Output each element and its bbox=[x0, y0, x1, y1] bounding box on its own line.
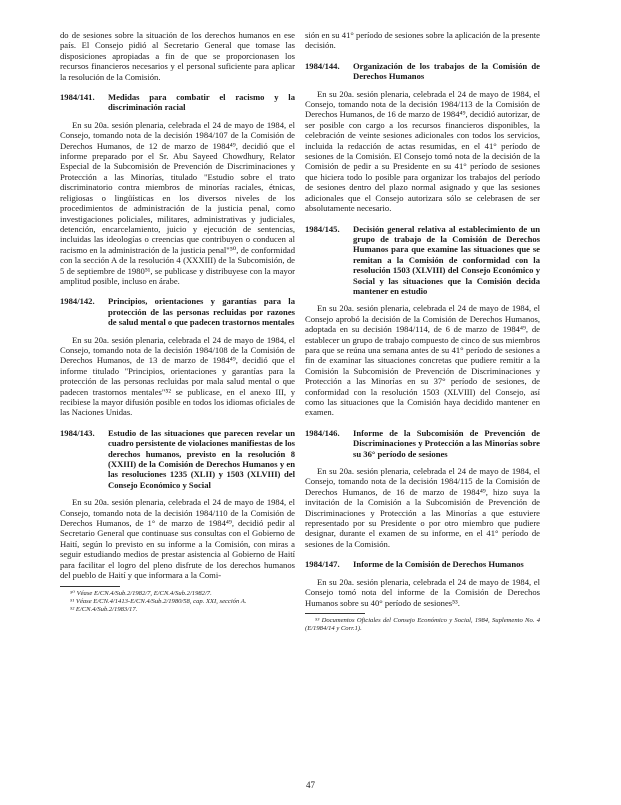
decision-title: Medidas para combatir el racismo y la discriminación racial bbox=[108, 92, 295, 113]
decision-title: Organización de los trabajos de la Comisión de Derechos Humanos bbox=[353, 60, 540, 82]
right-intro-paragraph: sión en su 41° período de sesiones sobre la aplicación de la presente decisión. bbox=[305, 30, 540, 51]
footnote: ⁵² E/CN.4/Sub.2/1983/17. bbox=[70, 605, 138, 613]
decision-number: 1984/141. bbox=[60, 92, 95, 103]
decision-number: 1984/145. bbox=[305, 223, 340, 234]
decision-number: 1984/144. bbox=[305, 60, 340, 71]
footnote: ⁵⁰ Véase E/CN.4/Sub.2/1982/7, E/CN.4/Sub.2/1982/7. bbox=[70, 589, 212, 597]
decision-heading-142 bbox=[60, 296, 295, 327]
decision-title: Principios, orientaciones y garantías para la protección de las personas recluidas por razones de salud mental o que padecen trastornos mentales bbox=[108, 296, 295, 328]
footnote-divider bbox=[60, 586, 120, 587]
decision-text-143: En su 20a. sesión plenaria, celebrada el 24 de mayo de 1984, el Consejo, tomando nota de la decisión 1984/110 de la Comisión de Derechos Humanos, de 1° de marzo de 1984⁴⁹, decidió pedir al Secretario General que continuase sus consultas con el Gobierno de Haití, según lo previsto en su informe a la Comisión, con miras a seguir estudiando medios de prestar asistencia al Gobierno de Haití para facilitar el logro del pleno disfrute de los derechos humanos del pueblo de Haití y que informara a la Comi- bbox=[60, 497, 295, 581]
decision-number: 1984/146. bbox=[305, 427, 340, 438]
decision-heading-144 bbox=[305, 61, 540, 82]
decision-text-144: En su 20a. sesión plenaria, celebrada el 24 de mayo de 1984, el Consejo, tomando nota de la decisión 1984/113 de la Comisión de Derechos Humanos, de 16 de marzo de 1984⁴⁹, decidió autorizar, de ser posible con cargo a los recursos financieros disponibles, la celebración de veinte sesiones adicionales con todos los servicios, incluida la redacción de actas resumidas, en el 41° período de sesiones de la Comisión. El Consejo tomó nota de la decisión de la Comisión de pedir a su Presidente en su 41° período de sesiones que hiciera todo lo posible para organizar los trabajos del período de sesiones dentro del plazo normal asignado y que las sesiones adicionales que el Consejo autorizara sólo se celebrasen de ser absolutamente necesario. bbox=[305, 88, 540, 214]
decision-number: 1984/147. bbox=[305, 559, 340, 570]
right-column bbox=[305, 30, 540, 633]
decision-heading-145 bbox=[305, 224, 540, 297]
decision-text-141: En su 20a. sesión plenaria, celebrada el 24 de mayo de 1984, el Consejo, tomando nota de la decisión 1984/107 de la Comisión de Derechos Humanos, de 12 de marzo de 1984⁴⁹, decidió que el informe preparado por el Sr. Abu Sayeed Chowdhury, Relator Especial de la Subcomisión de Prevención de Discriminaciones y Protección a las Minorías, titulado "Estudio sobre el trato discriminatorio contra miembros de minorías raciales, étnicas, religiosas o lingüísticas en los diversos niveles de los procedimientos de administración de la justicia penal, como investigaciones policiales, militares, administrativas y judiciales, detención, encarcelamiento, juicio y ejecución de sentencias, incluidas las ideologías o creencias que contribuyen o conducen al racismo en la administración de la justicia penal"⁵⁰, de conformidad con la sección A de la resolución 4 (XXXIII) de la Subcomisión, de 5 de septiembre de 1980⁵¹, se publicase y distribuyese con la mayor amplitud posible, incluso en árabe. bbox=[60, 119, 295, 286]
left-intro-paragraph: do de sesiones sobre la situación de los derechos humanos en ese país. El Consejo pidió al Secretario General que tomase las disposiciones apropiadas a fin de que se proporcionasen los recursos financieros necesarios y el personal suficiente para aplicar la resolución de la Comisión. bbox=[60, 30, 295, 82]
footnote: ⁵¹ Véase E/CN.4/1413-E/CN.4/Sub.2/1980/58, cap. XXI, sección A. bbox=[70, 597, 247, 605]
decision-heading-146 bbox=[305, 428, 540, 459]
footnote: ⁵³ Documentos Oficiales del Consejo Económico y Social, 1984, Suplemento No. 4 (E/1984/14 y Corr.1). bbox=[305, 616, 540, 632]
left-column bbox=[60, 30, 295, 614]
decision-title: Estudio de las situaciones que parecen revelar un cuadro persistente de violaciones manifiestas de los derechos humanos, previsto en la resolución 8 (XXIII) de la Comisión de Derechos Humanos y en las resoluciones 1235 (XLII) y 1503 (XLVIII) del Consejo Económico y Social bbox=[108, 427, 295, 490]
decision-heading-141 bbox=[60, 92, 295, 113]
footnote-divider bbox=[305, 613, 365, 614]
decision-text-142: En su 20a. sesión plenaria, celebrada el 24 de mayo de 1984, el Consejo, tomando nota de la decisión 1984/108 de la Comisión de Derechos Humanos, de 13 de marzo de 1984⁴⁹, decidió que el informe titulado "Principios, orientaciones y garantías para la protección de las personas recluidas por mala salud mental o que padecen trastornos mentales"⁵² se publicase, en el anexo III, y recibiese la mayor difusión posible en todos los idiomas oficiales de las Naciones Unidas. bbox=[60, 334, 295, 418]
decision-title: Informe de la Subcomisión de Prevención de Discriminaciones y Protección a las Minorías sobre su 36° período de sesiones bbox=[353, 427, 540, 459]
decision-number: 1984/143. bbox=[60, 427, 95, 438]
decision-text-147: En su 20a. sesión plenaria, celebrada el 24 de mayo de 1984, el Consejo tomó nota del informe de la Comisión de Derechos Humanos sobre su 40° período de sesiones⁵³. bbox=[305, 576, 540, 608]
decision-heading-143 bbox=[60, 428, 295, 490]
decision-text-146: En su 20a. sesión plenaria, celebrada el 24 de mayo de 1984, el Consejo, tomando nota de la decisión 1984/115 de la Comisión de Derechos Humanos, de 16 de marzo de 1984⁴⁹, hizo suya la invitación de la Comisión a la Subcomisión de Prevención de Discriminaciones y Protección a las Minorías a que estuviere representado por su Presidente o por otro miembro que pudiere designar, durante el examen de su informe, en el 41° período de sesiones de la Comisión. bbox=[305, 466, 540, 549]
decision-number: 1984/142. bbox=[60, 296, 95, 307]
decision-title: Decisión general relativa al establecimiento de un grupo de trabajo de la Comisión de Derechos Humanos para que examine las situaciones que se remitan a la Comisión de conformidad con la resolución 1503 (XLVIII) del Consejo Económico y Social y las situaciones que la Comisión decida mantener en estudio bbox=[353, 223, 540, 296]
decision-heading-147 bbox=[305, 559, 540, 569]
decision-title: Informe de la Comisión de Derechos Humanos bbox=[353, 559, 524, 570]
decision-text-145: En su 20a. sesión plenaria, celebrada el 24 de mayo de 1984, el Consejo aprobó la decisión de la Comisión de Derechos Humanos, adoptada en su decisión 1984/114, de 6 de marzo de 1984⁴⁹, de establecer un grupo de trabajo compuesto de cinco de sus miembros para que se reúna una semana antes de su 41° período de sesiones a fin de examinar las situaciones concretas que pudiere remitir a la Comisión la Subcomisión de Prevención de Discriminaciones y Protección a las Minorías en su 37° período de sesiones, de conformidad con la resolución 1503 (XLVIII) del Consejo, así como las situaciones que la Comisión haya decidido mantener en examen. bbox=[305, 303, 540, 418]
page-number: 47 bbox=[306, 780, 315, 790]
